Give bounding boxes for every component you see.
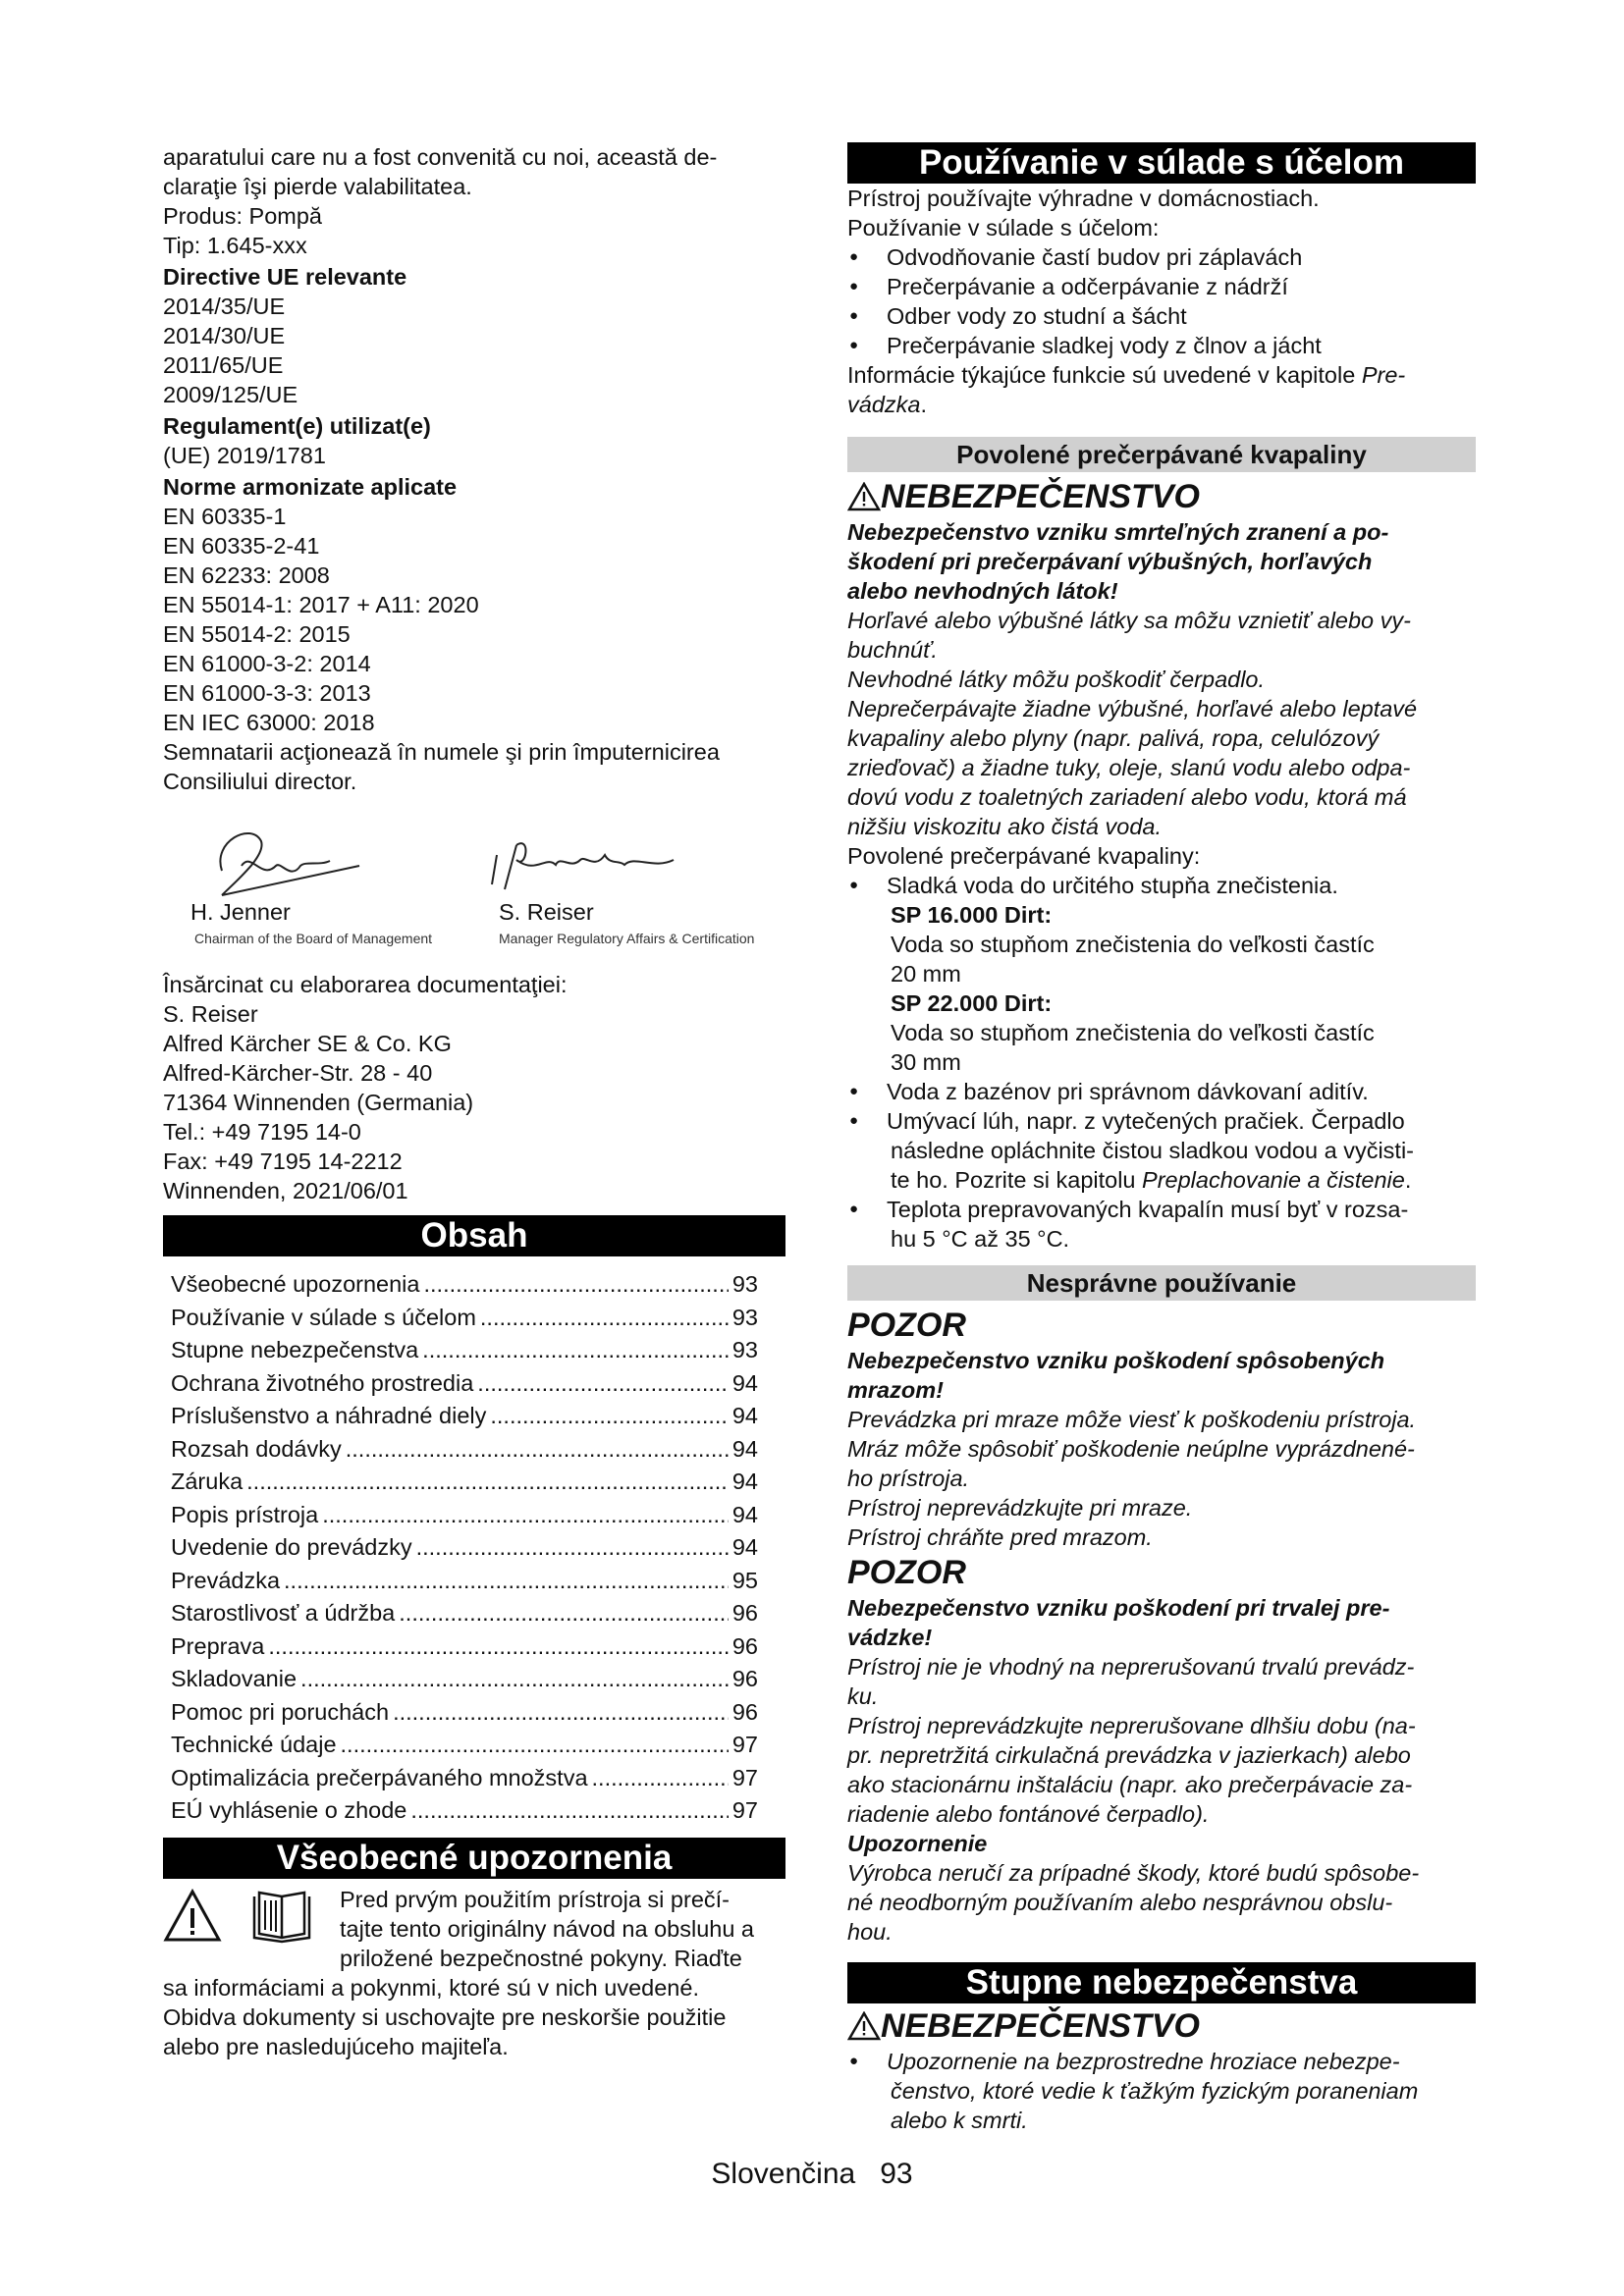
- left-column: [163, 142, 785, 2061]
- directive: 2014/30/UE: [163, 323, 286, 348]
- signature-reiser-image: [487, 816, 683, 904]
- toc-entry[interactable]: Príslušenstvo a náhradné diely ..... 94: [171, 1400, 758, 1433]
- toc-entry[interactable]: EÚ vyhlásenie o zhode ..... 97: [171, 1794, 758, 1828]
- norm: EN 61000-3-2: 2014: [163, 651, 371, 676]
- use-info: Informácie týkajúce funkcie sú uvedené v kapitole Pre-: [847, 362, 1406, 388]
- product-line: Produs: Pompă: [163, 203, 322, 229]
- use-bullet: ● Prečerpávanie a odčerpávanie z nádrží: [847, 272, 1476, 301]
- danger-bold: alebo nevhodných látok!: [847, 578, 1118, 604]
- toc-entry[interactable]: Preprava ..... 96: [171, 1630, 758, 1664]
- norm: EN 62233: 2008: [163, 562, 330, 588]
- sp22-text: 30 mm: [891, 1049, 961, 1075]
- norm: EN 60335-1: [163, 504, 287, 529]
- doc-line: Însărcinat cu elaborarea documentaţiei:: [163, 972, 568, 997]
- sp22-text: Voda so stupňom znečistenia do veľkosti častíc: [891, 1020, 1375, 1045]
- liquids-heading: Povolené prečerpávané kvapaliny: [847, 437, 1476, 472]
- danger-text: Nevhodné látky môžu poškodiť čerpadlo.: [847, 667, 1266, 692]
- directive: 2014/35/UE: [163, 294, 286, 319]
- directives-heading: Directive UE relevante: [163, 264, 407, 290]
- norm: EN 55014-1: 2017 + A11: 2020: [163, 592, 479, 617]
- danger-text: zrieďovač) a žiadne tuky, oleje, slanú vodu alebo odpa-: [847, 755, 1411, 780]
- doc-line: Tel.: +49 7195 14-0: [163, 1119, 361, 1145]
- note-text: Výrobca neručí za prípadné škody, ktoré budú spôsobe-: [847, 1860, 1420, 1886]
- danger-triangle-icon: [847, 2011, 881, 2041]
- use-bullet: ● Odber vody zo studní a šácht: [847, 301, 1476, 331]
- caution-text: riadenie alebo fontánové čerpadlo).: [847, 1801, 1210, 1827]
- intro-line: claraţie îşi pierde valabilitatea.: [163, 174, 472, 199]
- liquid-bullet-cont: te ho. Pozrite si kapitolu Preplachovanie a čistenie.: [891, 1167, 1412, 1193]
- caution-bold: vádzke!: [847, 1625, 933, 1650]
- danger-text: buchnúť.: [847, 637, 938, 663]
- toc-entry[interactable]: Záruka ..... 94: [171, 1466, 758, 1499]
- toc-entry[interactable]: Starostlivosť a údržba ..... 96: [171, 1597, 758, 1630]
- caution-bold: mrazom!: [847, 1377, 944, 1403]
- levels-bullet: ● Upozornenie na bezprostredne hroziace nebezpe-: [847, 2047, 1476, 2076]
- sig2-title: Manager Regulatory Affairs & Certification: [499, 931, 755, 946]
- doc-line: Alfred Kärcher SE & Co. KG: [163, 1031, 452, 1056]
- sig1-title: Chairman of the Board of Management: [194, 931, 433, 946]
- regulation: (UE) 2019/1781: [163, 443, 326, 468]
- note-heading: Upozornenie: [847, 1831, 988, 1856]
- toc-entry[interactable]: Pomoc pri poruchách ..... 96: [171, 1696, 758, 1730]
- norm: EN 61000-3-3: 2013: [163, 680, 371, 706]
- use-info-cont: vádzka.: [847, 392, 927, 417]
- liquid-bullet: ● Umývací lúh, napr. z vytečených pračiek. Čerpadlo: [847, 1106, 1476, 1136]
- caution-text: pr. nepretržitá cirkulačná prevádzka v jazierkach) alebo: [847, 1742, 1411, 1768]
- caution-bold: Nebezpečenstvo vzniku poškodení spôsobených: [847, 1348, 1385, 1373]
- caution-text: Prístroj chráňte pred mrazom.: [847, 1524, 1153, 1550]
- liquids-label: Povolené prečerpávané kvapaliny:: [847, 843, 1201, 869]
- caution-text: Prístroj neprevádzkujte neprerušovane dlhšiu dobu (na-: [847, 1713, 1416, 1738]
- general-block: [163, 1885, 785, 1979]
- manual-book-icon: [251, 1887, 312, 1944]
- doc-line: Alfred-Kärcher-Str. 28 - 40: [163, 1060, 433, 1086]
- danger-bold: Nebezpečenstvo vzniku smrteľných zranení a po-: [847, 519, 1389, 545]
- caution-text: Prístroj neprevádzkujte pri mraze.: [847, 1495, 1193, 1521]
- toc-entry[interactable]: Používanie v súlade s účelom ..... 93: [171, 1302, 758, 1335]
- signatories-text: Consiliului director.: [163, 769, 357, 794]
- caution-text: ho prístroja.: [847, 1466, 970, 1491]
- caution-text: Prevádzka pri mraze môže viesť k poškodeniu prístroja.: [847, 1407, 1417, 1432]
- use-line: Prístroj používajte výhradne v domácnostiach.: [847, 186, 1320, 211]
- norm: EN 60335-2-41: [163, 533, 320, 559]
- sig1-name: H. Jenner: [190, 899, 291, 925]
- misuse-heading: Nesprávne používanie: [847, 1265, 1476, 1301]
- danger-text: Neprečerpávajte žiadne výbušné, horľavé alebo leptavé: [847, 696, 1418, 721]
- caution-text: Mráz môže spôsobiť poškodenie neúplne vyprázdnené-: [847, 1436, 1415, 1462]
- table-of-contents: [163, 1256, 762, 1828]
- general-line: sa informáciami a pokynmi, ktoré sú v nich uvedené.: [163, 1974, 699, 2001]
- regulation-heading: Regulament(e) utilizat(e): [163, 413, 431, 439]
- norm: EN 55014-2: 2015: [163, 621, 351, 647]
- sp22-label: SP 22.000 Dirt:: [891, 990, 1053, 1016]
- use-bullet: ● Odvodňovanie častí budov pri záplavách: [847, 242, 1476, 272]
- signatories-text: Semnatarii acţionează în numele şi prin împuternicirea: [163, 739, 720, 765]
- use-line: Používanie v súlade s účelom:: [847, 215, 1160, 240]
- toc-entry[interactable]: Skladovanie ..... 96: [171, 1663, 758, 1696]
- caution-title: POZOR: [847, 1307, 966, 1344]
- sp16-text: 20 mm: [891, 961, 961, 987]
- caution-bold: Nebezpečenstvo vzniku poškodení pri trvalej pre-: [847, 1595, 1390, 1621]
- doc-line: Winnenden, 2021/06/01: [163, 1178, 408, 1203]
- liquid-bullet: ● Voda z bazénov pri správnom dávkovaní aditív.: [847, 1077, 1476, 1106]
- doc-line: 71364 Winnenden (Germania): [163, 1090, 474, 1115]
- note-text: hou.: [847, 1919, 893, 1945]
- signature-block: [163, 796, 785, 970]
- danger-triangle-icon: [847, 482, 881, 511]
- general-line: Obidva dokumenty si uschovajte pre neskoršie použitie: [163, 2003, 727, 2030]
- toc-entry[interactable]: Všeobecné upozornenia ..... 93: [171, 1268, 758, 1302]
- directive: 2009/125/UE: [163, 382, 298, 407]
- toc-heading: Obsah: [163, 1215, 785, 1256]
- general-line: priložené bezpečnostné pokyny. Riaďte: [340, 1945, 742, 1971]
- liquid-bullet-cont: hu 5 °C až 35 °C.: [891, 1226, 1070, 1252]
- danger-text: dovú vodu z toaletných zariadení alebo vodu, ktorá má: [847, 784, 1407, 810]
- liquid-bullet-cont: následne opláchnite čistou sladkou vodou a vyčisti-: [891, 1138, 1414, 1163]
- danger-text: nižšiu viskozitu ako čistá voda.: [847, 814, 1163, 839]
- norms-heading: Norme armonizate aplicate: [163, 474, 458, 500]
- page-footer: Slovenčina 93: [711, 2158, 913, 2190]
- general-line: tajte tento originálny návod na obsluhu a: [340, 1915, 755, 1942]
- levels-bullet-cont: alebo k smrti.: [891, 2108, 1028, 2133]
- levels-bullet-cont: čenstvo, ktoré vedie k ťažkým fyzickým poraneniam: [891, 2078, 1419, 2104]
- toc-entry[interactable]: Technické údaje ..... 97: [171, 1729, 758, 1762]
- general-heading: Všeobecné upozornenia: [163, 1838, 785, 1879]
- type-line: Tip: 1.645-xxx: [163, 233, 307, 258]
- toc-entry[interactable]: Ochrana životného prostredia ..... 94: [171, 1367, 758, 1401]
- doc-line: Fax: +49 7195 14-2212: [163, 1148, 403, 1174]
- toc-entry[interactable]: Uvedenie do prevádzky ..... 94: [171, 1531, 758, 1565]
- general-line: alebo pre nasledujúceho majiteľa.: [163, 2033, 509, 2059]
- warning-triangle-icon: [163, 1889, 222, 1944]
- danger-bold: škodení pri prečerpávaní výbušných, horľavých: [847, 549, 1373, 574]
- liquid-bullet: ● Sladká voda do určitého stupňa znečistenia.: [847, 871, 1476, 900]
- caution-text: Prístroj nie je vhodný na neprerušovanú trvalú prevádz-: [847, 1654, 1415, 1680]
- danger-title: NEBEZPEČENSTVO: [847, 2005, 1476, 2047]
- general-line: Pred prvým použitím prístroja si prečí-: [340, 1886, 730, 1912]
- use-heading: Používanie v súlade s účelom: [847, 142, 1476, 184]
- use-bullet: ● Prečerpávanie sladkej vody z člnov a jácht: [847, 331, 1476, 360]
- liquid-bullet: ● Teplota prepravovaných kvapalín musí byť v rozsa-: [847, 1195, 1476, 1224]
- signature-jenner-image: [183, 812, 379, 910]
- note-text: né neodborným používaním alebo nesprávnou obslu-: [847, 1890, 1393, 1915]
- caution-text: ku.: [847, 1683, 879, 1709]
- directive: 2011/65/UE: [163, 352, 284, 378]
- danger-title: NEBEZPEČENSTVO: [847, 476, 1476, 517]
- intro-line: aparatului care nu a fost convenită cu noi, această de-: [163, 144, 718, 170]
- sp16-label: SP 16.000 Dirt:: [891, 902, 1053, 928]
- doc-line: S. Reiser: [163, 1001, 258, 1027]
- norm: EN IEC 63000: 2018: [163, 710, 375, 735]
- toc-entry[interactable]: Popis prístroja ..... 94: [171, 1499, 758, 1532]
- toc-entry[interactable]: Stupne nebezpečenstva ..... 93: [171, 1334, 758, 1367]
- levels-heading: Stupne nebezpečenstva: [847, 1962, 1476, 2003]
- toc-entry[interactable]: Rozsah dodávky ..... 94: [171, 1433, 758, 1467]
- sp16-text: Voda so stupňom znečistenia do veľkosti častíc: [891, 932, 1375, 957]
- danger-text: Horľavé alebo výbušné látky sa môžu vznietiť alebo vy-: [847, 608, 1411, 633]
- caution-text: ako stacionárnu inštaláciu (napr. ako prečerpávacie za-: [847, 1772, 1413, 1797]
- right-column: [847, 142, 1476, 2135]
- sig2-name: S. Reiser: [499, 899, 594, 925]
- caution-title: POZOR: [847, 1554, 966, 1591]
- danger-text: kvapaliny alebo plyny (napr. palivá, ropa, celulózový: [847, 725, 1380, 751]
- toc-entry[interactable]: Prevádzka ..... 95: [171, 1565, 758, 1598]
- toc-entry[interactable]: Optimalizácia prečerpávaného množstva ..... 97: [171, 1762, 758, 1795]
